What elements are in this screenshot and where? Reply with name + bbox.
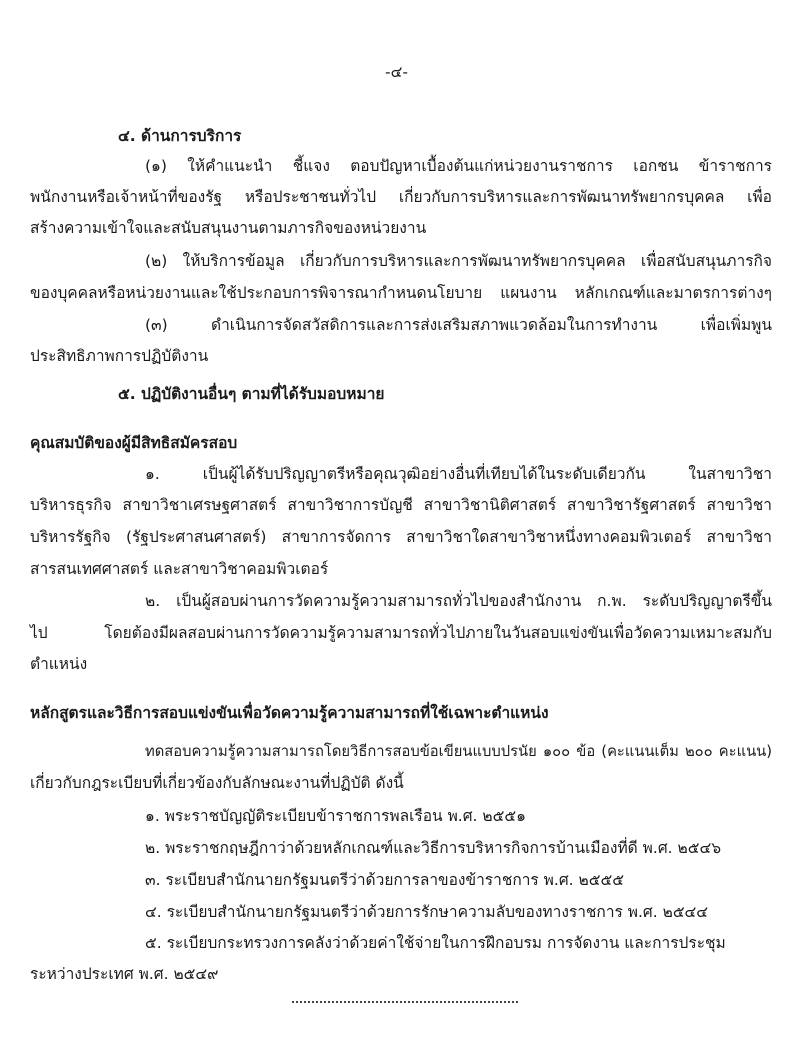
section-heading-service: ๔. ด้านการบริการ <box>118 127 242 145</box>
qualifications-heading: คุณสมบัติของผู้มีสิทธิสมัครสอบ <box>30 434 238 452</box>
service-item-1-line-3: สร้างความเข้าใจและสนับสนุนงานตามภารกิจของหน่วยงาน <box>30 219 427 237</box>
curriculum-item-1: ๑. พระราชบัญญัติระเบียบข้าราชการพลเรือน พ.ศ. ๒๕๕๑ <box>145 807 526 825</box>
qualification-2-line-1: ๒. เป็นผู้สอบผ่านการวัดความรู้ความสามารถทั่วไปของสำนักงาน ก.พ. ระดับปริญญาตรีขึ้น <box>145 592 772 610</box>
qualification-1-line-3: บริหารรัฐกิจ (รัฐประศาสนศาสตร์) สาขาการจัดการ สาขาวิชาใดสาขาวิชาหนึ่งทางคอมพิวเตอร์ สาขาวิชา <box>30 528 772 546</box>
qualification-1-line-4: สารสนเทศศาสตร์ และสาขาวิชาคอมพิวเตอร์ <box>30 560 329 578</box>
section-heading-other-duties: ๕. ปฏิบัติงานอื่นๆ ตามที่ได้รับมอบหมาย <box>118 385 385 403</box>
service-item-1-line-2: พนักงานหรือเจ้าหน้าที่ของรัฐ หรือประชาชนทั่วไป เกี่ยวกับการบริหารและการพัฒนาทรัพยากรบุคคล เพื่อ <box>30 188 772 206</box>
page-number: -๔- <box>385 63 408 81</box>
service-item-3-line-1: (๓) ดำเนินการจัดสวัสดิการและการส่งเสริมสภาพแวดล้อมในการทำงาน เพื่อเพิ่มพูน <box>145 316 772 334</box>
curriculum-item-3: ๓. ระเบียบสำนักนายกรัฐมนตรีว่าด้วยการลาของข้าราชการ พ.ศ. ๒๕๕๕ <box>145 871 624 889</box>
qualification-2-line-3: ตำแหน่ง <box>30 655 88 673</box>
curriculum-item-2: ๒. พระราชกฤษฎีกาว่าด้วยหลักเกณฑ์และวิธีการบริหารกิจการบ้านเมืองที่ดี พ.ศ. ๒๕๔๖ <box>145 839 722 857</box>
curriculum-intro-line-2: เกี่ยวกับกฎระเบียบที่เกี่ยวข้องกับลักษณะงานที่ปฏิบัติ ดังนี้ <box>30 774 404 792</box>
curriculum-heading: หลักสูตรและวิธีการสอบแข่งขันเพื่อวัดความรู้ความสามารถที่ใช้เฉพาะตำแหน่ง <box>30 704 549 722</box>
curriculum-item-5-continued: ระหว่างประเทศ พ.ศ. ๒๕๔๙ <box>30 965 219 983</box>
curriculum-item-5: ๕. ระเบียบกระทรวงการคลังว่าด้วยค่าใช้จ่ายในการฝึกอบรม การจัดงาน และการประชุม <box>145 934 726 952</box>
curriculum-item-4: ๔. ระเบียบสำนักนายกรัฐมนตรีว่าด้วยการรักษาความลับของทางราชการ พ.ศ. ๒๕๔๔ <box>145 903 709 921</box>
service-item-1-line-1: (๑) ให้คำแนะนำ ชี้แจง ตอบปัญหาเบื้องต้นแก่หน่วยงานราชการ เอกชน ข้าราชการ <box>145 157 772 175</box>
service-item-3-line-2: ประสิทธิภาพการปฏิบัติงาน <box>30 347 209 365</box>
qualification-1-line-2: บริหารธุรกิจ สาขาวิชาเศรษฐศาสตร์ สาขาวิชาการบัญชี สาขาวิชานิติศาสตร์ สาขาวิชารัฐศาสตร์ สาขาวิชา <box>30 496 772 514</box>
service-item-2-line-1: (๒) ให้บริการข้อมูล เกี่ยวกับการบริหารและการพัฒนาทรัพยากรบุคคล เพื่อสนับสนุนภารกิจ <box>145 252 772 270</box>
qualification-1-line-1: ๑. เป็นผู้ได้รับปริญญาตรีหรือคุณวุฒิอย่างอื่นที่เทียบได้ในระดับเดียวกัน ในสาขาวิชา <box>145 465 772 483</box>
curriculum-intro-line-1: ทดสอบความรู้ความสามารถโดยวิธีการสอบข้อเขียนแบบปรนัย ๑๐๐ ข้อ (คะแนนเต็ม ๒๐๐ คะแนน) <box>145 743 772 760</box>
qualification-2-line-2: ไป โดยต้องมีผลสอบผ่านการวัดความรู้ความสามารถทั่วไปภายในวันสอบแข่งขันเพื่อวัดความเหมาะสมกับ <box>30 624 772 642</box>
end-dotted-divider <box>292 1001 518 1003</box>
service-item-2-line-2: ของบุคคลหรือหน่วยงานและใช้ประกอบการพิจารณากำหนดนโยบาย แผนงาน หลักเกณฑ์และมาตรการต่างๆ <box>30 284 772 302</box>
